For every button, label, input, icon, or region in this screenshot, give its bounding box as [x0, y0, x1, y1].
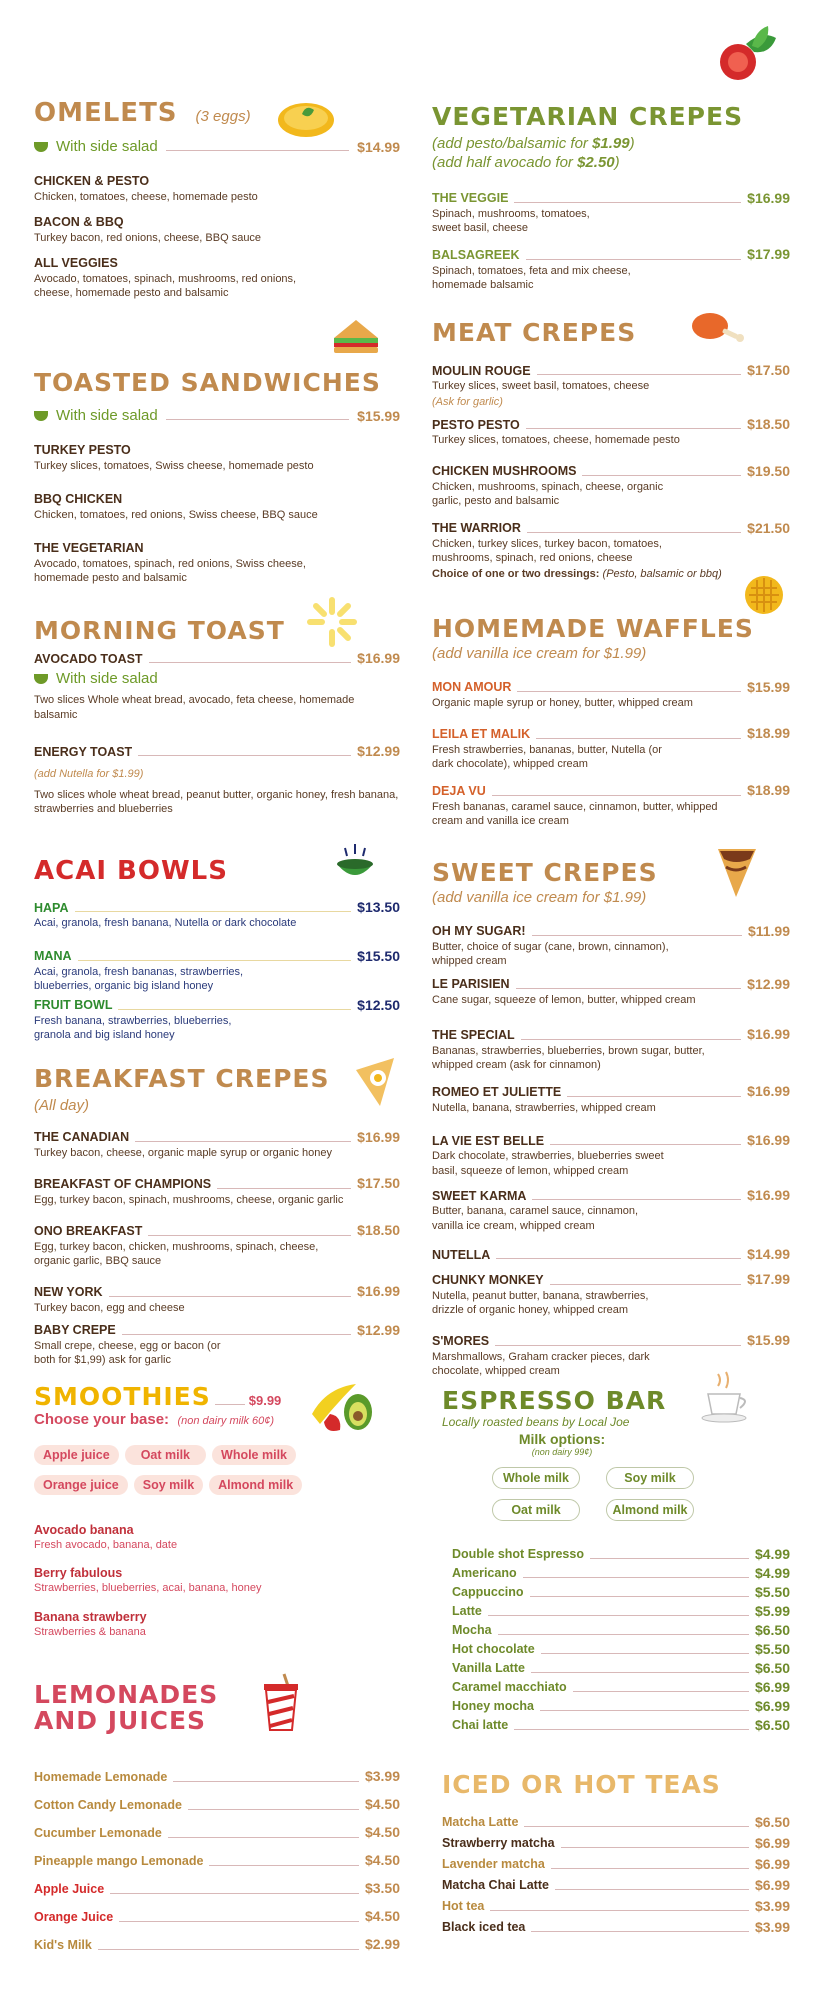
item-name: Mocha: [452, 1623, 492, 1638]
acai-bowl-icon: [333, 842, 377, 886]
item-name: Chai latte: [452, 1718, 509, 1733]
lemonades-title-line2: AND JUICES: [34, 1706, 207, 1736]
item-name: ENERGY TOAST: [34, 744, 133, 759]
item-name: NUTELLA: [432, 1247, 491, 1262]
list-item: [452, 1543, 790, 1562]
item-desc: Avocado, tomatoes, spinach, red onions, Swiss cheese, homemade pesto and balsamic: [34, 557, 306, 585]
item-price: $6.99: [754, 1834, 790, 1851]
item-desc: Small crepe, cheese, egg or bacon (or both for $1,99) ask for garlic: [34, 1340, 221, 1367]
item-desc: Fresh banana, strawberries, blueberries, granola and big island honey: [34, 1015, 232, 1042]
leaf-icon: [34, 674, 48, 684]
item-name: FRUIT BOWL: [34, 998, 113, 1013]
tomato-basil-icon: [710, 24, 780, 88]
item-price: $11.99: [747, 922, 790, 939]
item-desc: Butter, banana, caramel sauce, cinnamon, vanilla ice cream, whipped cream: [432, 1205, 639, 1232]
item-price: $6.50: [754, 1813, 790, 1830]
item-price: $18.99: [747, 725, 790, 742]
item-name: PESTO PESTO: [432, 417, 520, 432]
list-item: [442, 1830, 790, 1851]
item-name: ONO BREAKFAST: [34, 1223, 143, 1238]
acai-title: ACAI BOWLS: [34, 856, 228, 886]
list-item: [34, 175, 400, 204]
sweet-crepes-subtitle: (add vanilla ice cream for $1.99): [432, 889, 647, 906]
milk-option[interactable]: Almond milk: [606, 1499, 694, 1521]
smoothies-price: $9.99: [248, 1393, 282, 1408]
list-item: [34, 1897, 400, 1925]
item-price: $4.50: [364, 1796, 400, 1813]
sandwiches-salad-price: $15.99: [357, 408, 400, 424]
item-price: $4.99: [754, 1564, 790, 1581]
espresso-title: ESPRESSO BAR: [442, 1386, 667, 1415]
item-desc: Chicken, tomatoes, cheese, homemade pesto: [34, 190, 258, 203]
list-item: [442, 1851, 790, 1872]
sun-burst-icon: [306, 596, 358, 648]
list-item: [34, 1566, 400, 1595]
list-item: [442, 1893, 790, 1914]
fruit-icon: [306, 1374, 378, 1438]
item-price: $12.99: [357, 742, 400, 759]
item-name: BALSAGREEK: [432, 248, 520, 263]
lemonades-title-line1: LEMONADES: [34, 1680, 219, 1709]
item-price: $16.99: [357, 1128, 400, 1145]
item-desc: Fresh avocado, banana, date: [34, 1539, 178, 1551]
item-name: MANA: [34, 949, 72, 964]
item-name: SWEET KARMA: [432, 1188, 527, 1203]
item-price: $17.99: [747, 246, 790, 263]
list-item: [452, 1714, 790, 1733]
sandwiches-title: TOASTED SANDWICHES: [34, 368, 381, 397]
list-item: [34, 1610, 400, 1639]
dressing-line: Choice of one or two dressings: (Pesto, balsamic or bbq): [432, 567, 722, 580]
lemonades-section: [34, 1682, 400, 1953]
item-price: $21.50: [747, 519, 790, 536]
item-name: Matcha Latte: [442, 1815, 519, 1830]
item-name: THE CANADIAN: [34, 1130, 130, 1145]
espresso-items: [452, 1543, 790, 1733]
item-name: Orange Juice: [34, 1909, 114, 1924]
list-item: [432, 1084, 790, 1115]
list-item: [432, 680, 790, 711]
item-price: $19.50: [747, 462, 790, 479]
item-name: S'MORES: [432, 1334, 490, 1349]
list-item: [432, 1188, 790, 1233]
item-price: $15.99: [747, 1332, 790, 1349]
list-item: [34, 900, 400, 931]
list-item: [432, 783, 790, 828]
item-name: LEILA ET MALIK: [432, 727, 531, 742]
item-name: Pineapple mango Lemonade: [34, 1853, 204, 1868]
chicken-leg-icon: [688, 308, 746, 348]
item-price: $16.99: [747, 1132, 790, 1149]
item-price: $16.99: [747, 1026, 790, 1043]
item-price: $5.50: [754, 1640, 790, 1657]
item-price: $12.99: [357, 1321, 400, 1338]
list-item: [34, 1323, 400, 1368]
item-desc: Acai, granola, fresh bananas, strawberries, blueberries, organic big island honey: [34, 966, 244, 993]
list-item: [34, 444, 400, 473]
item-price: $4.50: [364, 1852, 400, 1869]
item-price: $17.50: [747, 362, 790, 378]
item-price: $17.50: [357, 1175, 400, 1192]
base-option[interactable]: Oat milk: [125, 1445, 206, 1465]
coffee-cup-icon: [700, 1370, 752, 1424]
list-item: [34, 1925, 400, 1953]
item-price: $12.50: [357, 996, 400, 1013]
item-name: Vanilla Latte: [452, 1661, 525, 1676]
item-name: NEW YORK: [34, 1284, 103, 1299]
veg-crepes-note2: (add half avocado for $2.50): [432, 153, 620, 171]
sandwiches-salad-label: With side salad: [56, 407, 158, 424]
milk-option[interactable]: Soy milk: [606, 1467, 694, 1489]
item-price: $2.99: [364, 1936, 400, 1953]
list-item: [432, 1272, 790, 1317]
smoothies-title: SMOOTHIES: [34, 1382, 211, 1411]
item-name: THE VEGETARIAN: [34, 541, 144, 556]
item-price: $6.50: [754, 1716, 790, 1733]
milk-option[interactable]: Whole milk: [492, 1467, 580, 1489]
list-item: [34, 542, 400, 585]
item-desc: Egg, turkey bacon, chicken, mushrooms, spinach, cheese, organic garlic, BBQ sauce: [34, 1240, 319, 1267]
item-name: BBQ CHICKEN: [34, 492, 123, 507]
item-desc: Nutella, peanut butter, banana, strawberries, drizzle of organic honey, whipped cream: [432, 1289, 649, 1317]
item-name: Caramel macchiato: [452, 1680, 567, 1695]
sweet-crepes-section: [432, 860, 790, 1378]
omelets-title: OMELETS: [34, 98, 178, 128]
item-desc: Two slices whole wheat bread, peanut butter, organic honey, fresh banana, strawberries and blueberries: [34, 788, 399, 815]
omelets-items: [34, 175, 400, 300]
omelets-section: [34, 100, 400, 300]
item-price: $13.50: [357, 899, 400, 915]
item-desc: Two slices Whole wheat bread, avocado, feta cheese, homemade balsamic: [34, 694, 355, 721]
list-item: [432, 1247, 790, 1262]
item-name: LA VIE EST BELLE: [432, 1133, 545, 1148]
waffles-subtitle: (add vanilla ice cream for $1.99): [432, 645, 647, 662]
item-name: Banana strawberry: [34, 1609, 147, 1624]
item-price: $18.99: [747, 782, 790, 799]
sweet-crepe-icon: [714, 843, 760, 899]
list-item: [432, 977, 790, 1008]
list-item: [34, 998, 400, 1043]
item-name: BABY CREPE: [34, 1323, 116, 1338]
sandwich-icon: [330, 316, 382, 356]
list-item: [34, 1785, 400, 1813]
breakfast-crepe-icon: [354, 1056, 398, 1108]
item-name: Kid's Milk: [34, 1937, 92, 1952]
list-item: [452, 1676, 790, 1695]
item-desc: Turkey slices, tomatoes, cheese, homemade pesto: [432, 434, 680, 447]
list-item: [432, 247, 790, 292]
waffles-title: HOMEMADE WAFFLES: [432, 614, 754, 643]
item-desc: Fresh bananas, caramel sauce, cinnamon, butter, whipped cream and vanilla ice cream: [432, 800, 718, 828]
base-option[interactable]: Apple juice: [34, 1445, 119, 1465]
list-item: [452, 1600, 790, 1619]
list-item: [34, 651, 400, 722]
waffles-section: [432, 616, 790, 828]
list-item: [34, 1523, 400, 1552]
item-price: $15.99: [747, 678, 790, 695]
item-name: Honey mocha: [452, 1699, 534, 1714]
item-name: CHICKEN & PESTO: [34, 174, 150, 188]
list-item: [452, 1638, 790, 1657]
item-name: Hot tea: [442, 1899, 485, 1914]
meat-crepes-section: [432, 320, 790, 581]
item-desc: Chicken, mushrooms, spinach, cheese, organic garlic, pesto and balsamic: [432, 481, 664, 508]
item-desc: Egg, turkey bacon, spinach, mushrooms, cheese, organic garlic: [34, 1193, 344, 1206]
item-price: $16.99: [747, 1187, 790, 1204]
list-item: [432, 924, 790, 969]
item-name: DEJA VU: [432, 784, 486, 799]
item-desc: Bananas, strawberries, blueberries, brown sugar, butter, whipped cream (ask for cinnamon): [432, 1044, 705, 1072]
item-price: $4.50: [364, 1908, 400, 1925]
list-item: [432, 191, 790, 236]
item-name: Latte: [452, 1604, 482, 1619]
item-desc: Butter, choice of sugar (cane, brown, cinnamon), whipped cream: [432, 941, 669, 968]
item-price: $4.99: [754, 1545, 790, 1562]
item-price: $6.99: [754, 1697, 790, 1714]
leaf-icon: [34, 142, 48, 152]
sandwiches-salad-row: [34, 407, 400, 424]
list-item: [452, 1695, 790, 1714]
item-price: $5.99: [754, 1602, 790, 1619]
salad-label: With side salad: [56, 670, 158, 688]
item-price: $16.99: [747, 189, 790, 206]
item-name: Cucumber Lemonade: [34, 1825, 162, 1840]
list-item: [432, 1133, 790, 1178]
list-item: [34, 1813, 400, 1841]
base-option[interactable]: Almond milk: [209, 1475, 302, 1495]
item-name: Berry fabulous: [34, 1566, 123, 1581]
list-item: [34, 949, 400, 994]
item-desc: Fresh strawberries, bananas, butter, Nutella (or dark chocolate), whipped cream: [432, 743, 662, 771]
item-price: $5.50: [754, 1583, 790, 1600]
item-name: THE WARRIOR: [432, 521, 521, 536]
meat-crepes-title: MEAT CREPES: [432, 318, 637, 347]
veg-crepes-note1: (add pesto/balsamic for $1.99): [432, 135, 635, 152]
item-desc: Acai, granola, fresh banana, Nutella or dark chocolate: [34, 917, 297, 930]
item-name: Matcha Chai Latte: [442, 1878, 549, 1893]
item-desc: Turkey slices, tomatoes, Swiss cheese, homemade pesto: [34, 459, 314, 472]
item-price: $17.99: [747, 1271, 790, 1288]
item-desc: Turkey bacon, red onions, cheese, BBQ sauce: [34, 231, 262, 244]
item-note: (Ask for garlic): [432, 395, 503, 408]
item-desc: Turkey slices, sweet basil, tomatoes, cheese: [432, 380, 650, 393]
item-name: AVOCADO TOAST: [34, 651, 143, 666]
item-price: $6.99: [754, 1855, 790, 1872]
list-item: [34, 1284, 400, 1315]
list-item: [432, 417, 790, 448]
base-option[interactable]: Whole milk: [212, 1445, 296, 1465]
item-price: $14.99: [747, 1246, 790, 1263]
base-option[interactable]: Soy milk: [134, 1475, 203, 1495]
item-name: Strawberry matcha: [442, 1836, 555, 1851]
teas-section: [442, 1772, 790, 1935]
item-name: Hot chocolate: [452, 1642, 535, 1657]
item-desc: Spinach, mushrooms, tomatoes, sweet basil, cheese: [432, 207, 590, 235]
item-price: $16.99: [357, 650, 400, 666]
item-name: Black iced tea: [442, 1920, 526, 1935]
smoothies-base-note: (non dairy milk 60¢): [177, 1415, 275, 1427]
item-price: $3.50: [364, 1880, 400, 1897]
item-name: THE SPECIAL: [432, 1028, 515, 1043]
waffle-icon: [743, 574, 785, 616]
breakfast-crepes-title: BREAKFAST CREPES: [34, 1064, 330, 1093]
list-item: [34, 1841, 400, 1869]
item-desc: Marshmallows, Graham cracker pieces, dark chocolate, whipped cream: [432, 1350, 650, 1378]
item-price: $15.50: [357, 947, 400, 964]
list-item: [432, 464, 790, 509]
list-item: [432, 521, 790, 581]
item-desc: Chicken, tomatoes, red onions, Swiss cheese, BBQ sauce: [34, 508, 318, 521]
veg-crepes-section: [432, 104, 790, 292]
teas-title: ICED OR HOT TEAS: [442, 1770, 721, 1799]
item-price: $3.99: [754, 1918, 790, 1935]
list-item: [34, 1869, 400, 1897]
item-name: Lavender matcha: [442, 1857, 545, 1872]
item-name: TURKEY PESTO: [34, 443, 131, 457]
item-name: CHUNKY MONKEY: [432, 1273, 544, 1288]
list-item: [432, 726, 790, 771]
smoothies-base-label: Choose your base:: [34, 1411, 170, 1428]
list-item: [442, 1914, 790, 1935]
list-item: [34, 1223, 400, 1268]
veg-crepes-title: VEGETARIAN CREPES: [432, 102, 744, 131]
omelets-salad-label: With side salad: [56, 138, 158, 155]
item-price: $4.50: [364, 1824, 400, 1841]
sandwiches-section: [34, 370, 400, 585]
item-price: $3.99: [754, 1897, 790, 1914]
item-price: $18.50: [747, 415, 790, 432]
leaf-icon: [34, 411, 48, 421]
item-name: MOULIN ROUGE: [432, 363, 531, 378]
list-item: [452, 1562, 790, 1581]
item-price: $6.50: [754, 1659, 790, 1676]
item-name: Cotton Candy Lemonade: [34, 1797, 182, 1812]
item-name: Double shot Espresso: [452, 1547, 584, 1562]
item-name: CHICKEN MUSHROOMS: [432, 464, 577, 479]
list-item: [34, 257, 400, 300]
teas-items: [442, 1809, 790, 1935]
drink-cup-icon: [258, 1672, 304, 1734]
item-desc: Turkey bacon, cheese, organic maple syrup or organic honey: [34, 1147, 332, 1160]
item-name: ROMEO ET JULIETTE: [432, 1085, 562, 1100]
item-name: Avocado banana: [34, 1523, 134, 1537]
item-desc: Strawberries, blueberries, acai, banana, honey: [34, 1582, 262, 1595]
item-name: ALL VEGGIES: [34, 256, 118, 271]
list-item: [442, 1809, 790, 1830]
smoothies-bases: [34, 1445, 334, 1505]
omelets-subtitle: (3 eggs): [195, 108, 251, 125]
milk-option[interactable]: Oat milk: [492, 1499, 580, 1521]
list-item: [34, 1130, 400, 1161]
omelets-salad-price: $14.99: [357, 139, 400, 155]
item-name: Apple Juice: [34, 1881, 105, 1896]
list-item: [442, 1872, 790, 1893]
breakfast-crepes-section: [34, 1066, 400, 1368]
omelet-icon: [276, 96, 336, 140]
item-desc: Nutella, banana, strawberries, whipped cream: [432, 1101, 656, 1114]
espresso-section: [432, 1388, 790, 1733]
list-item: [34, 1176, 400, 1207]
list-item: [34, 1757, 400, 1785]
item-price: $6.50: [754, 1621, 790, 1638]
item-name: BREAKFAST OF CHAMPIONS: [34, 1177, 212, 1192]
item-price: $3.99: [364, 1768, 400, 1785]
milk-note: (non dairy 99¢): [531, 1447, 593, 1457]
item-desc: Dark chocolate, strawberries, blueberries sweet basil, squeeze of lemon, whipped cream: [432, 1150, 664, 1177]
item-desc: Cane sugar, squeeze of lemon, butter, whipped cream: [432, 994, 696, 1007]
item-name: MON AMOUR: [432, 680, 512, 695]
sweet-crepes-title: SWEET CREPES: [432, 858, 658, 887]
milk-label: Milk options:: [518, 1431, 606, 1447]
item-price: $18.50: [357, 1222, 400, 1239]
list-item: [34, 493, 400, 522]
espresso-subtitle: Locally roasted beans by Local Joe: [442, 1415, 630, 1429]
item-name: Cappuccino: [452, 1585, 524, 1600]
item-desc: Turkey bacon, egg and cheese: [34, 1301, 185, 1314]
item-price: $12.99: [747, 975, 790, 992]
item-name: HAPA: [34, 900, 69, 915]
item-note: (add Nutella for $1.99): [34, 768, 144, 781]
breakfast-crepes-subtitle: (All day): [34, 1097, 90, 1114]
list-item: [34, 216, 400, 245]
list-item: [432, 363, 790, 409]
item-price: $16.99: [747, 1083, 790, 1100]
list-item: [452, 1581, 790, 1600]
lemonades-items: [34, 1757, 400, 1953]
morning-toast-title: MORNING TOAST: [34, 616, 285, 645]
item-desc: Spinach, tomatoes, feta and mix cheese, homemade balsamic: [432, 264, 631, 292]
item-name: THE VEGGIE: [432, 191, 509, 206]
item-price: $16.99: [357, 1283, 400, 1300]
item-name: BACON & BBQ: [34, 215, 124, 230]
item-price: $6.99: [754, 1678, 790, 1695]
item-price: $6.99: [754, 1876, 790, 1893]
item-desc: Avocado, tomatoes, spinach, mushrooms, red onions, cheese, homemade pesto and balsamic: [34, 272, 297, 300]
milk-options: [492, 1467, 732, 1531]
item-name: Homemade Lemonade: [34, 1769, 168, 1784]
list-item: [452, 1657, 790, 1676]
list-item: [432, 1027, 790, 1072]
item-desc: Chicken, turkey slices, turkey bacon, tomatoes, mushrooms, spinach, red onions, cheese: [432, 538, 662, 565]
list-item: [452, 1619, 790, 1638]
list-item: [34, 744, 400, 816]
base-option[interactable]: Orange juice: [34, 1475, 128, 1495]
omelets-salad-row: [34, 138, 400, 155]
item-name: OH MY SUGAR!: [432, 924, 526, 939]
item-desc: Strawberries & banana: [34, 1625, 146, 1638]
item-desc: Organic maple syrup or honey, butter, whipped cream: [432, 697, 693, 710]
item-name: Americano: [452, 1566, 517, 1581]
item-name: LE PARISIEN: [432, 977, 510, 992]
